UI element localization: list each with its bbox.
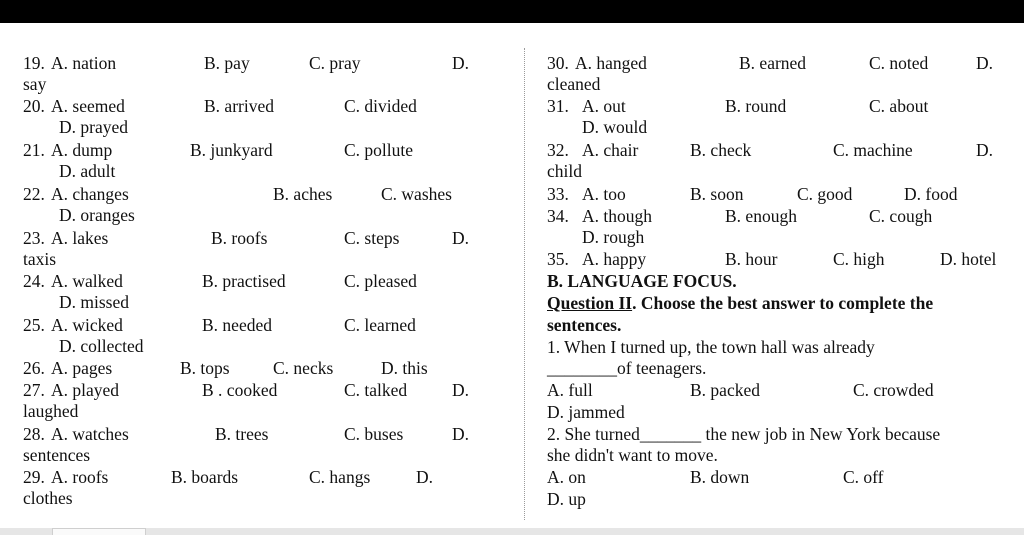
q32-a: A. chair — [582, 140, 639, 160]
q28-b: B. trees — [215, 424, 269, 444]
q24-a: A. walked — [51, 271, 123, 291]
q29-cont: clothes — [23, 488, 73, 508]
q35-num: 35. — [547, 249, 569, 269]
q19-cont: say — [23, 74, 47, 94]
q23-b: B. roofs — [211, 228, 268, 248]
q31-c: C. about — [869, 96, 929, 116]
q32-b: B. check — [690, 140, 752, 160]
q24-cont: D. missed — [59, 292, 129, 312]
q21-c: C. pollute — [344, 140, 414, 160]
q33-b: B. soon — [690, 184, 744, 204]
q20-a: A. seemed — [51, 96, 125, 116]
question-ii-text: . Choose the best answer to complete the — [632, 293, 934, 313]
s2-option-c: C. off — [843, 467, 884, 487]
q30-cont: cleaned — [547, 74, 601, 94]
q28-cont: sentences — [23, 445, 91, 465]
q31-a: A. out — [582, 96, 626, 116]
q22-a: A. changes — [51, 184, 129, 204]
q26-c: C. necks — [273, 358, 334, 378]
q26-num: 26. — [23, 358, 45, 378]
q27-b: B . cooked — [202, 380, 278, 400]
s2-option-b: B. down — [690, 467, 750, 487]
s2-option-a: A. on — [547, 467, 586, 487]
s1-option-a: A. full — [547, 380, 593, 400]
q27-c: C. talked — [344, 380, 408, 400]
question-ii-heading — [547, 293, 933, 313]
q33-num: 33. — [547, 184, 569, 204]
q33-d: D. food — [904, 184, 958, 204]
q23-cont: taxis — [23, 249, 57, 269]
q30-a: A. hanged — [575, 53, 647, 73]
q25-num: 25. — [23, 315, 45, 335]
q26-a: A. pages — [51, 358, 113, 378]
q33-c: C. good — [797, 184, 853, 204]
q34-cont: D. rough — [582, 227, 645, 247]
q21-num: 21. — [23, 140, 45, 160]
q25-cont: D. collected — [59, 336, 144, 356]
q33-a: A. too — [582, 184, 626, 204]
q23-c: C. steps — [344, 228, 400, 248]
q32-cont: child — [547, 161, 582, 181]
s1-option-c: C. crowded — [853, 380, 934, 400]
s1-option-b: B. packed — [690, 380, 760, 400]
q26-b: B. tops — [180, 358, 230, 378]
s2-option-d: D. up — [547, 489, 586, 509]
q20-c: C. divided — [344, 96, 417, 116]
q21-cont: D. adult — [59, 161, 116, 181]
question-ii-label: Question II — [547, 293, 633, 313]
q35-b: B. hour — [725, 249, 778, 269]
q19-a: A. nation — [51, 53, 117, 73]
q25-a: A. wicked — [51, 315, 123, 335]
q28-d: D. — [452, 424, 470, 444]
q30-num: 30. — [547, 53, 569, 73]
q26-d: D. this — [381, 358, 428, 378]
q19-b: B. pay — [204, 53, 250, 73]
q28-num: 28. — [23, 424, 45, 444]
s1-line2: ________of teenagers. — [547, 358, 707, 378]
q21-b: B. junkyard — [190, 140, 273, 160]
q34-num: 34. — [547, 206, 569, 226]
q29-a: A. roofs — [51, 467, 109, 487]
q34-a: A. though — [582, 206, 652, 226]
q29-b: B. boards — [171, 467, 239, 487]
q32-c: C. machine — [833, 140, 913, 160]
q32-d: D. — [976, 140, 994, 160]
q30-b: B. earned — [739, 53, 807, 73]
q21-a: A. dump — [51, 140, 113, 160]
q22-num: 22. — [23, 184, 45, 204]
q34-c: C. cough — [869, 206, 933, 226]
q19-c: C. pray — [309, 53, 361, 73]
q22-cont: D. oranges — [59, 205, 135, 225]
q27-a: A. played — [51, 380, 120, 400]
q25-c: C. learned — [344, 315, 416, 335]
q25-b: B. needed — [202, 315, 272, 335]
q23-d: D. — [452, 228, 470, 248]
q20-cont: D. prayed — [59, 117, 129, 137]
q24-c: C. pleased — [344, 271, 417, 291]
q31-b: B. round — [725, 96, 787, 116]
column-divider — [524, 48, 525, 520]
top-black-bar — [0, 0, 1024, 23]
s2-line1: 2. She turned_______ the new job in New York because — [547, 424, 941, 444]
q30-c: C. noted — [869, 53, 929, 73]
q27-d: D. — [452, 380, 470, 400]
q29-d: D. — [416, 467, 434, 487]
q34-b: B. enough — [725, 206, 797, 226]
q23-a: A. lakes — [51, 228, 109, 248]
q24-num: 24. — [23, 271, 45, 291]
q30-d: D. — [976, 53, 994, 73]
q32-num: 32. — [547, 140, 569, 160]
q24-b: B. practised — [202, 271, 286, 291]
q28-c: C. buses — [344, 424, 404, 444]
s1-line1: 1. When I turned up, the town hall was already — [547, 337, 875, 357]
section-b-heading: B. LANGUAGE FOCUS. — [547, 271, 737, 291]
q31-cont: D. would — [582, 117, 648, 137]
q20-b: B. arrived — [204, 96, 274, 116]
q22-c: C. washes — [381, 184, 452, 204]
q28-a: A. watches — [51, 424, 129, 444]
q27-num: 27. — [23, 380, 45, 400]
q27-cont: laughed — [23, 401, 79, 421]
q19-d: D. — [452, 53, 470, 73]
q35-d: D. hotel — [940, 249, 997, 269]
q19-num: 19. — [23, 53, 45, 73]
q35-a: A. happy — [582, 249, 647, 269]
q29-c: C. hangs — [309, 467, 371, 487]
q22-b: B. aches — [273, 184, 333, 204]
q29-num: 29. — [23, 467, 45, 487]
q31-num: 31. — [547, 96, 569, 116]
q35-c: C. high — [833, 249, 885, 269]
question-ii-text2: sentences. — [547, 315, 622, 335]
s1-option-d: D. jammed — [547, 402, 625, 422]
q23-num: 23. — [23, 228, 45, 248]
q20-num: 20. — [23, 96, 45, 116]
s2-line2: she didn't want to move. — [547, 445, 718, 465]
bottom-tab[interactable] — [52, 528, 146, 535]
bottom-bar — [0, 528, 1024, 535]
